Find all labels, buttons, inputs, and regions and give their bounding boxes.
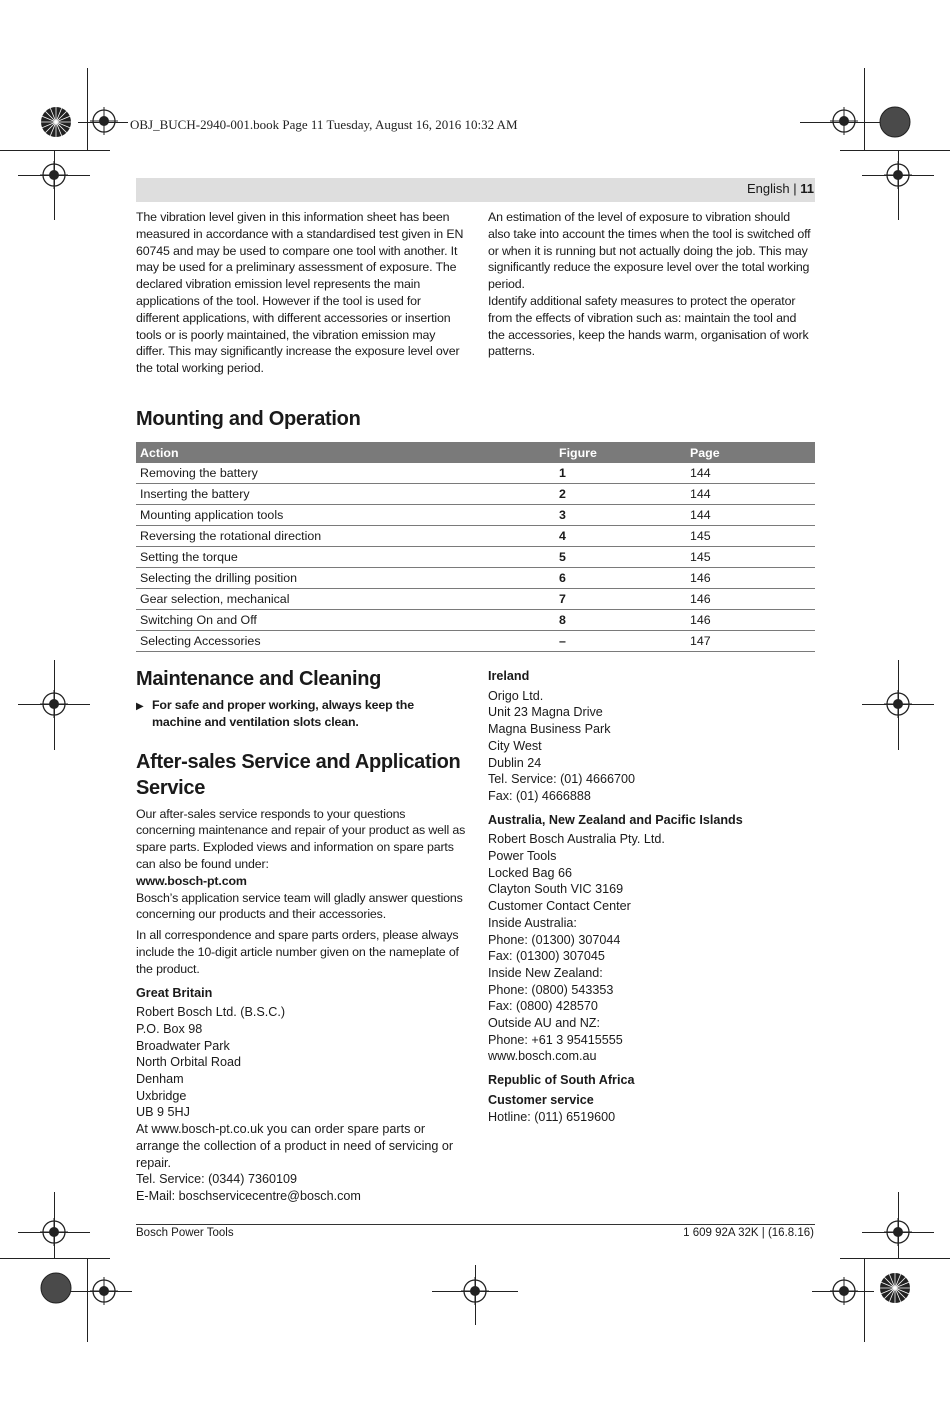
section-title-aftersales: After-sales Service and Application Service <box>136 750 461 799</box>
address-line: Broadwater Park <box>136 1038 230 1053</box>
registration-target-icon <box>40 161 68 189</box>
address-line: www.bosch.com.au <box>488 1049 597 1064</box>
intro-paragraph: The vibration level given in this information sheet has been measured in accordance with a standardised test given in EN 60745 and may be used to compare one tool with another. It may be used for a preliminary assessment of exposure. The declared vibration emission level represents the main applications of the tool. However if the tool is used for different applications, with different accessories or insertion tools or is poorly maintained, the vibration emission may differ. This may significantly increase the exposure level over the total working period. <box>136 210 464 376</box>
figure-cell: 6 <box>555 568 686 589</box>
action-cell: Selecting the drilling position <box>136 568 555 589</box>
address-line: Clayton South VIC 3169 <box>488 882 624 897</box>
column-header-page: Page <box>686 442 815 463</box>
action-cell: Reversing the rotational direction <box>136 526 555 547</box>
intro-left-column <box>136 209 466 377</box>
figure-cell: 5 <box>555 547 686 568</box>
page-cell: 146 <box>686 610 815 631</box>
table-row <box>136 505 815 526</box>
figure-cell: 8 <box>555 610 686 631</box>
page-cell: 146 <box>686 568 815 589</box>
address-line: Tel. Service: (01) 4666700 <box>488 772 636 787</box>
table-row <box>136 463 815 484</box>
table-row <box>136 484 815 505</box>
aftersales-paragraph: In all correspondence and spare parts orders, please always include the 10-digit article number given on the nameplate of the product. <box>136 928 459 976</box>
registration-target-icon <box>90 1277 118 1305</box>
action-cell: Gear selection, mechanical <box>136 589 555 610</box>
australia-heading: Australia, New Zealand and Pacific Islands <box>488 812 743 827</box>
table-row <box>136 526 815 547</box>
footer-rule <box>136 1224 815 1225</box>
starburst-mark-icon <box>40 106 72 138</box>
address-line: Power Tools <box>488 849 557 864</box>
bullet-triangle-icon: ▶ <box>136 701 144 712</box>
left-column <box>136 666 466 1205</box>
action-cell: Selecting Accessories <box>136 631 555 652</box>
registration-target-icon <box>40 690 68 718</box>
intro-right-column <box>488 209 815 360</box>
header-separator: | <box>793 181 797 196</box>
header-language: English <box>746 181 790 196</box>
aftersales-url[interactable]: www.bosch-pt.com <box>136 873 247 888</box>
figure-cell: 7 <box>555 589 686 610</box>
table-header-row <box>136 442 815 463</box>
gray-dot-mark-icon <box>40 1272 72 1304</box>
address-line: Locked Bag 66 <box>488 865 573 880</box>
registration-target-icon <box>884 161 912 189</box>
intro-paragraph: An estimation of the level of exposure to vibration should also take into account the times when the tool is switched off or when it is running but not actually doing the job. This may significantly reduce the exposure level over the total working period. <box>488 210 811 292</box>
address-line: Origo Ltd. <box>488 688 544 703</box>
gray-dot-mark-icon <box>879 106 911 138</box>
address-line: P.O. Box 98 <box>136 1021 203 1036</box>
page-cell: 145 <box>686 526 815 547</box>
address-line: Phone: +61 3 95415555 <box>488 1032 623 1047</box>
south-africa-hotline: Hotline: (011) 6519600 <box>488 1109 616 1124</box>
great-britain-email: E-Mail: boschservicecentre@bosch.com <box>136 1189 361 1203</box>
page-cell: 144 <box>686 463 815 484</box>
address-line: Robert Bosch Australia Pty. Ltd. <box>488 832 665 847</box>
address-line: Fax: (01300) 307045 <box>488 949 605 964</box>
great-britain-tel: Tel. Service: (0344) 7360109 <box>136 1172 298 1187</box>
great-britain-block <box>136 985 466 1205</box>
address-line: Customer Contact Center <box>488 899 631 914</box>
page-cell: 144 <box>686 484 815 505</box>
footer-brand: Bosch Power Tools <box>136 1227 234 1239</box>
address-line: Phone: (0800) 543353 <box>488 982 614 997</box>
table-row <box>136 568 815 589</box>
print-header: OBJ_BUCH-2940-001.book Page 11 Tuesday, August 16, 2016 10:32 AM <box>130 117 518 132</box>
ireland-heading: Ireland <box>488 669 530 683</box>
great-britain-note: At www.bosch-pt.co.uk you can order spare parts or arrange the collection of a product in need of servicing or repair. <box>136 1122 454 1170</box>
header-page-number: 11 <box>800 181 814 196</box>
action-cell: Mounting application tools <box>136 505 555 526</box>
column-header-figure: Figure <box>555 442 686 463</box>
address-line: Denham <box>136 1072 184 1087</box>
action-cell: Inserting the battery <box>136 484 555 505</box>
right-column <box>488 668 815 1125</box>
address-line: UB 9 5HJ <box>136 1105 190 1120</box>
page-cell: 146 <box>686 589 815 610</box>
address-line: Robert Bosch Ltd. (B.S.C.) <box>136 1005 286 1020</box>
intro-paragraph: Identify additional safety measures to protect the operator from the effects of vibration such as: maintain the tool and the accessories, keep the hands warm, organisation of work patterns. <box>488 293 809 359</box>
starburst-mark-icon <box>879 1272 911 1304</box>
table-row <box>136 631 815 652</box>
figure-cell: – <box>555 631 686 652</box>
figure-cell: 2 <box>555 484 686 505</box>
registration-target-icon <box>884 1218 912 1246</box>
address-line: Dublin 24 <box>488 755 542 770</box>
figure-cell: 1 <box>555 463 686 484</box>
aftersales-paragraph: Bosch’s application service team will gladly answer questions concerning our products and their accessories. <box>136 890 463 922</box>
address-line: Unit 23 Magna Drive <box>488 705 603 720</box>
section-title-mounting: Mounting and Operation <box>136 408 361 430</box>
table-row <box>136 610 815 631</box>
column-header-action: Action <box>136 442 555 463</box>
action-cell: Switching On and Off <box>136 610 555 631</box>
maintenance-bullet <box>136 697 466 731</box>
great-britain-heading: Great Britain <box>136 985 213 1000</box>
page-header <box>747 181 814 196</box>
registration-target-icon <box>830 107 858 135</box>
address-line: Fax: (01) 4666888 <box>488 788 591 803</box>
section-title-maintenance: Maintenance and Cleaning <box>136 668 382 690</box>
address-line: Outside AU and NZ: <box>488 1016 600 1031</box>
registration-target-icon <box>884 690 912 718</box>
page-cell: 147 <box>686 631 815 652</box>
address-line: Inside New Zealand: <box>488 965 603 980</box>
aftersales-paragraph: Our after-sales service responds to your questions concerning maintenance and repair of your product as well as spare parts. Exploded views and information on spare parts can also be found under: <box>136 806 466 871</box>
page-cell: 144 <box>686 505 815 526</box>
south-africa-heading: Republic of South Africa <box>488 1073 635 1088</box>
figure-cell: 3 <box>555 505 686 526</box>
registration-target-icon <box>90 107 118 135</box>
address-line: City West <box>488 738 542 753</box>
registration-target-icon <box>461 1277 489 1305</box>
page-cell: 145 <box>686 547 815 568</box>
address-line: Inside Australia: <box>488 915 577 930</box>
address-line: North Orbital Road <box>136 1055 241 1070</box>
south-africa-subheading: Customer service <box>488 1092 594 1107</box>
address-line: Phone: (01300) 307044 <box>488 932 621 947</box>
table-row <box>136 547 815 568</box>
page-header-band <box>136 178 815 202</box>
mounting-table <box>136 442 815 652</box>
action-cell: Removing the battery <box>136 463 555 484</box>
aftersales-body <box>136 806 466 978</box>
registration-target-icon <box>40 1218 68 1246</box>
table-row <box>136 589 815 610</box>
figure-cell: 4 <box>555 526 686 547</box>
address-line: Fax: (0800) 428570 <box>488 999 598 1014</box>
action-cell: Setting the torque <box>136 547 555 568</box>
footer-docnumber: 1 609 92A 32K | (16.8.16) <box>683 1227 814 1239</box>
address-line: Magna Business Park <box>488 722 611 737</box>
maintenance-bullet-text: For safe and proper working, always keep the machine and ventilation slots clean. <box>152 698 414 729</box>
registration-target-icon <box>830 1277 858 1305</box>
address-line: Uxbridge <box>136 1088 187 1103</box>
